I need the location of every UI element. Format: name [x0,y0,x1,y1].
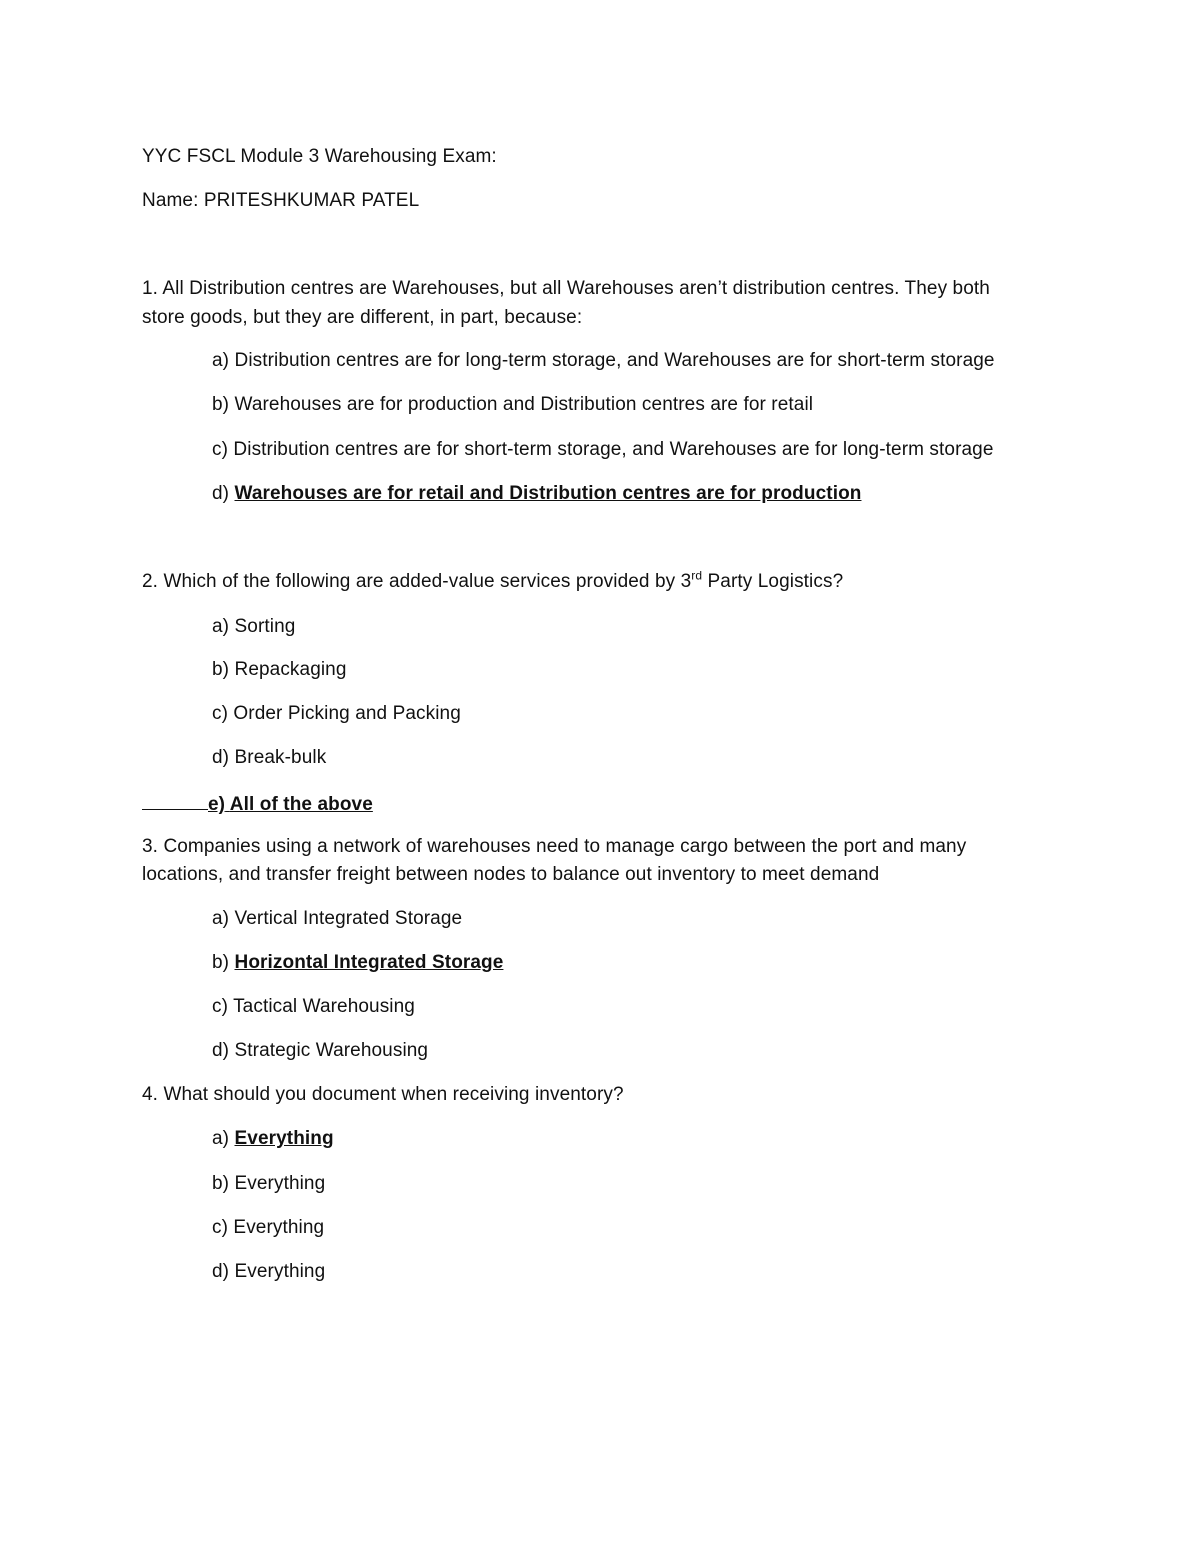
option-text: Everything [234,1261,326,1282]
q4-option-c [212,1216,324,1240]
option-marker: c) [212,1217,229,1238]
q2-option-a [212,615,295,639]
option-marker: d) [212,747,230,768]
option-marker: b) [212,952,230,973]
question-text: Companies using a network of warehouses need to manage cargo between the port and many [163,836,967,857]
option-marker: c) [212,996,229,1017]
q1-option-c [212,438,994,462]
question-3-line-1 [142,835,966,859]
question-1-line-2: store goods, but they are different, in part, because: [142,307,583,328]
selected-answer-marker: e) [208,794,226,815]
q2-option-d [212,746,326,770]
selected-answer: Warehouses are for retail and Distribution centres are for production [234,483,862,504]
question-text-tail: Party Logistics? [702,571,844,592]
option-text: Distribution centres are for long-term storage, and Warehouses are for short-term storage [234,350,995,371]
q2-option-e [142,791,373,817]
question-number: 3. [142,836,159,857]
question-number: 1. [142,278,159,299]
q3-option-c [212,995,415,1019]
q1-option-d [212,482,861,506]
q3-option-a [212,907,462,931]
q1-option-b [212,393,813,417]
option-marker: d) [212,1040,230,1061]
option-marker: c) [212,439,229,460]
option-marker: a) [212,908,230,929]
ordinal-superscript: rd [691,568,703,583]
q4-option-a [212,1127,334,1151]
option-marker: a) [212,350,230,371]
option-text: Tactical Warehousing [233,996,415,1017]
option-text: Everything [234,1173,326,1194]
option-marker: c) [212,703,229,724]
selected-answer: Everything [234,1128,334,1149]
option-text: Break-bulk [234,747,327,768]
selected-answer: Horizontal Integrated Storage [234,952,504,973]
student-name: Name: PRITESHKUMAR PATEL [142,190,420,211]
q2-option-c [212,702,461,726]
option-marker: d) [212,483,230,504]
question-3-line-2: locations, and transfer freight between nodes to balance out inventory to meet demand [142,864,880,885]
option-marker: d) [212,1261,230,1282]
option-marker: a) [212,1128,230,1149]
question-4-line-1 [142,1083,624,1107]
option-marker: b) [212,659,230,680]
q1-option-a [212,349,995,373]
option-text: Sorting [234,616,296,637]
question-1-line-1 [142,277,990,301]
question-text: All Distribution centres are Warehouses, but all Warehouses aren’t distribution centres. They both [162,278,990,299]
selected-answer: All of the above [229,794,373,815]
option-text: Distribution centres are for short-term storage, and Warehouses are for long-term storage [233,439,994,460]
question-number: 2. [142,571,159,592]
option-text: Order Picking and Packing [233,703,461,724]
question-number: 4. [142,1084,159,1105]
option-text: Repackaging [234,659,347,680]
option-text: Strategic Warehousing [234,1040,429,1061]
q3-option-b [212,951,503,975]
question-text: What should you document when receiving inventory? [163,1084,624,1105]
q4-option-b [212,1172,325,1196]
option-marker: b) [212,394,230,415]
underline-rule [142,791,208,810]
exam-title: YYC FSCL Module 3 Warehousing Exam: [142,146,497,167]
q4-option-d [212,1260,325,1284]
option-text: Everything [233,1217,325,1238]
q3-option-d [212,1039,428,1063]
option-marker: b) [212,1173,230,1194]
option-text: Warehouses are for production and Distribution centres are for retail [234,394,814,415]
option-text: Vertical Integrated Storage [234,908,463,929]
question-text: Which of the following are added-value services provided by 3 [163,571,692,592]
option-marker: a) [212,616,230,637]
q2-option-b [212,658,347,682]
question-2-line-1 [142,570,843,594]
